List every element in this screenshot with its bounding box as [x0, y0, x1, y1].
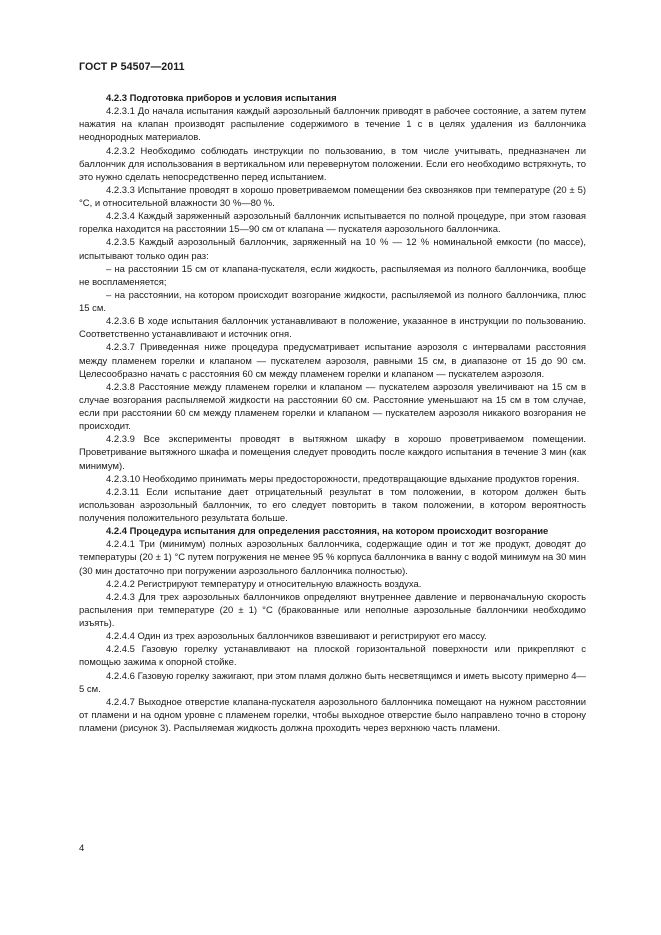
paragraph: 4.2.3.3 Испытание проводят в хорошо проветриваемом помещении без сквозняков при температуре (20 ± 5) °С, и относительной влажности 30 %—80 %. — [79, 184, 586, 209]
paragraph: 4.2.3.2 Необходимо соблюдать инструкции по пользованию, в том числе учитывать, предназначен ли баллончик для использования в вертикальном или перевернутом положении. Если его необходимо встряхнуть, то это нужно сделать непосредственно перед испытанием. — [79, 145, 586, 183]
paragraph: 4.2.3.5 Каждый аэрозольный баллончик, заряженный на 10 % — 12 % номинальной емкости (по массе), испытывают только один раз: — [79, 237, 586, 262]
page-number: 4 — [79, 843, 85, 854]
paragraph: 4.2.3.10 Необходимо принимать меры предосторожности, предотвращающие вдыхание продуктов горения. — [106, 473, 580, 485]
paragraph: 4.2.4.3 Для трех аэрозольных баллончиков определяют внутреннее давление и первоначальную скорость распыления при температуре (20 ± 1) °С (бракованные или неполные аэрозольные баллончики необходимо изъять). — [79, 591, 586, 629]
paragraph: 4.2.3.4 Каждый заряженный аэрозольный баллончик испытывается по полной процедуре, при этом газовая горелка находится на расстоянии 15—90 см от клапана — пускателя аэрозольного баллончика. — [79, 211, 586, 236]
document-header-standard-id: ГОСТ Р 54507—2011 — [79, 61, 185, 73]
paragraph: 4.2.3.6 В ходе испытания баллончик устанавливают в положение, указанное в инструкции по пользованию. Соответственно устанавливают и источник огня. — [79, 316, 586, 341]
paragraph: 4.2.3.11 Если испытание дает отрицательный результат в том положении, в котором должен быть использован аэрозольный баллончик, то его следует повторить в таком положении, в котором вероятность получения положительного результата больше. — [79, 486, 586, 524]
paragraph: 4.2.4.2 Регистрируют температуру и относительную влажность воздуха. — [106, 578, 422, 590]
list-item: – на расстоянии 15 см от клапана-пускателя, если жидкость, распыляемая из полного баллончика, вообще не воспламеняется; — [79, 263, 586, 288]
paragraph: 4.2.4.4 Один из трех аэрозольных баллончиков взвешивают и регистрируют его массу. — [106, 631, 487, 643]
paragraph: 4.2.3.7 Приведенная ниже процедура предусматривает испытание аэрозоля с интервалами расстояния между пламенем горелки и клапаном — пускателем аэрозоля, равными 15 см, в диапазоне от 15 до 90 см. Целесообразно начать с расстояния 60 см между пламенем горелки и клапаном — пускателем аэрозоля. — [79, 342, 586, 380]
paragraph: 4.2.3.1 До начала испытания каждый аэрозольный баллончик приводят в рабочее состояние, а затем путем нажатия на клапан производят распыление содержимого в течение 1 с в целях удаления из баллончика неоднородных материалов. — [79, 106, 586, 144]
paragraph: 4.2.3.8 Расстояние между пламенем горелки и клапаном — пускателем аэрозоля увеличивают на 15 см в случае возгорания распыляемой жидкости на расстоянии 60 см. Расстояние уменьшают на 15 см в том случае, если при расстоянии 60 см между пламенем горелки и клапаном — пускателем аэрозоля никакого возгорания не происходит. — [79, 381, 586, 433]
paragraph: 4.2.3.9 Все эксперименты проводят в вытяжном шкафу в хорошо проветриваемом помещении. Проветривание вытяжного шкафа и помещения следует проводить после каждого испытания в течение 3 мин (как минимум). — [79, 434, 586, 472]
paragraph: 4.2.4.1 Три (минимум) полных аэрозольных баллончика, содержащие один и тот же продукт, доводят до температуры (20 ± 1) °С путем погружения не менее 95 % корпуса баллончика в ванну с водой минимум на 30 мин (30 мин достаточно при погружении аэрозольного баллончика полностью). — [79, 539, 586, 577]
paragraph: 4.2.4.7 Выходное отверстие клапана-пускателя аэрозольного баллончика помещают на нужном расстоянии от пламени и на одном уровне с пламенем горелки, чтобы выходное отверстие было направлено точно в сторону пламени (рисунок 3). Распыляемая жидкость должна проходить через верхнюю часть пламени. — [79, 696, 586, 734]
section-heading: 4.2.4 Процедура испытания для определения расстояния, на котором происходит возгорание — [106, 526, 549, 538]
paragraph: 4.2.4.5 Газовую горелку устанавливают на плоской горизонтальной поверхности или прикрепляют с помощью зажима к опорной стойке. — [79, 644, 586, 669]
section-heading: 4.2.3 Подготовка приборов и условия испытания — [106, 93, 337, 104]
list-item: – на расстоянии, на котором происходит возгорание жидкости, распыляемой из полного баллончика, плюс 15 см. — [79, 289, 586, 314]
document-body — [79, 92, 586, 735]
paragraph: 4.2.4.6 Газовую горелку зажигают, при этом пламя должно быть несветящимся и иметь высоту примерно 4—5 см. — [79, 670, 586, 695]
